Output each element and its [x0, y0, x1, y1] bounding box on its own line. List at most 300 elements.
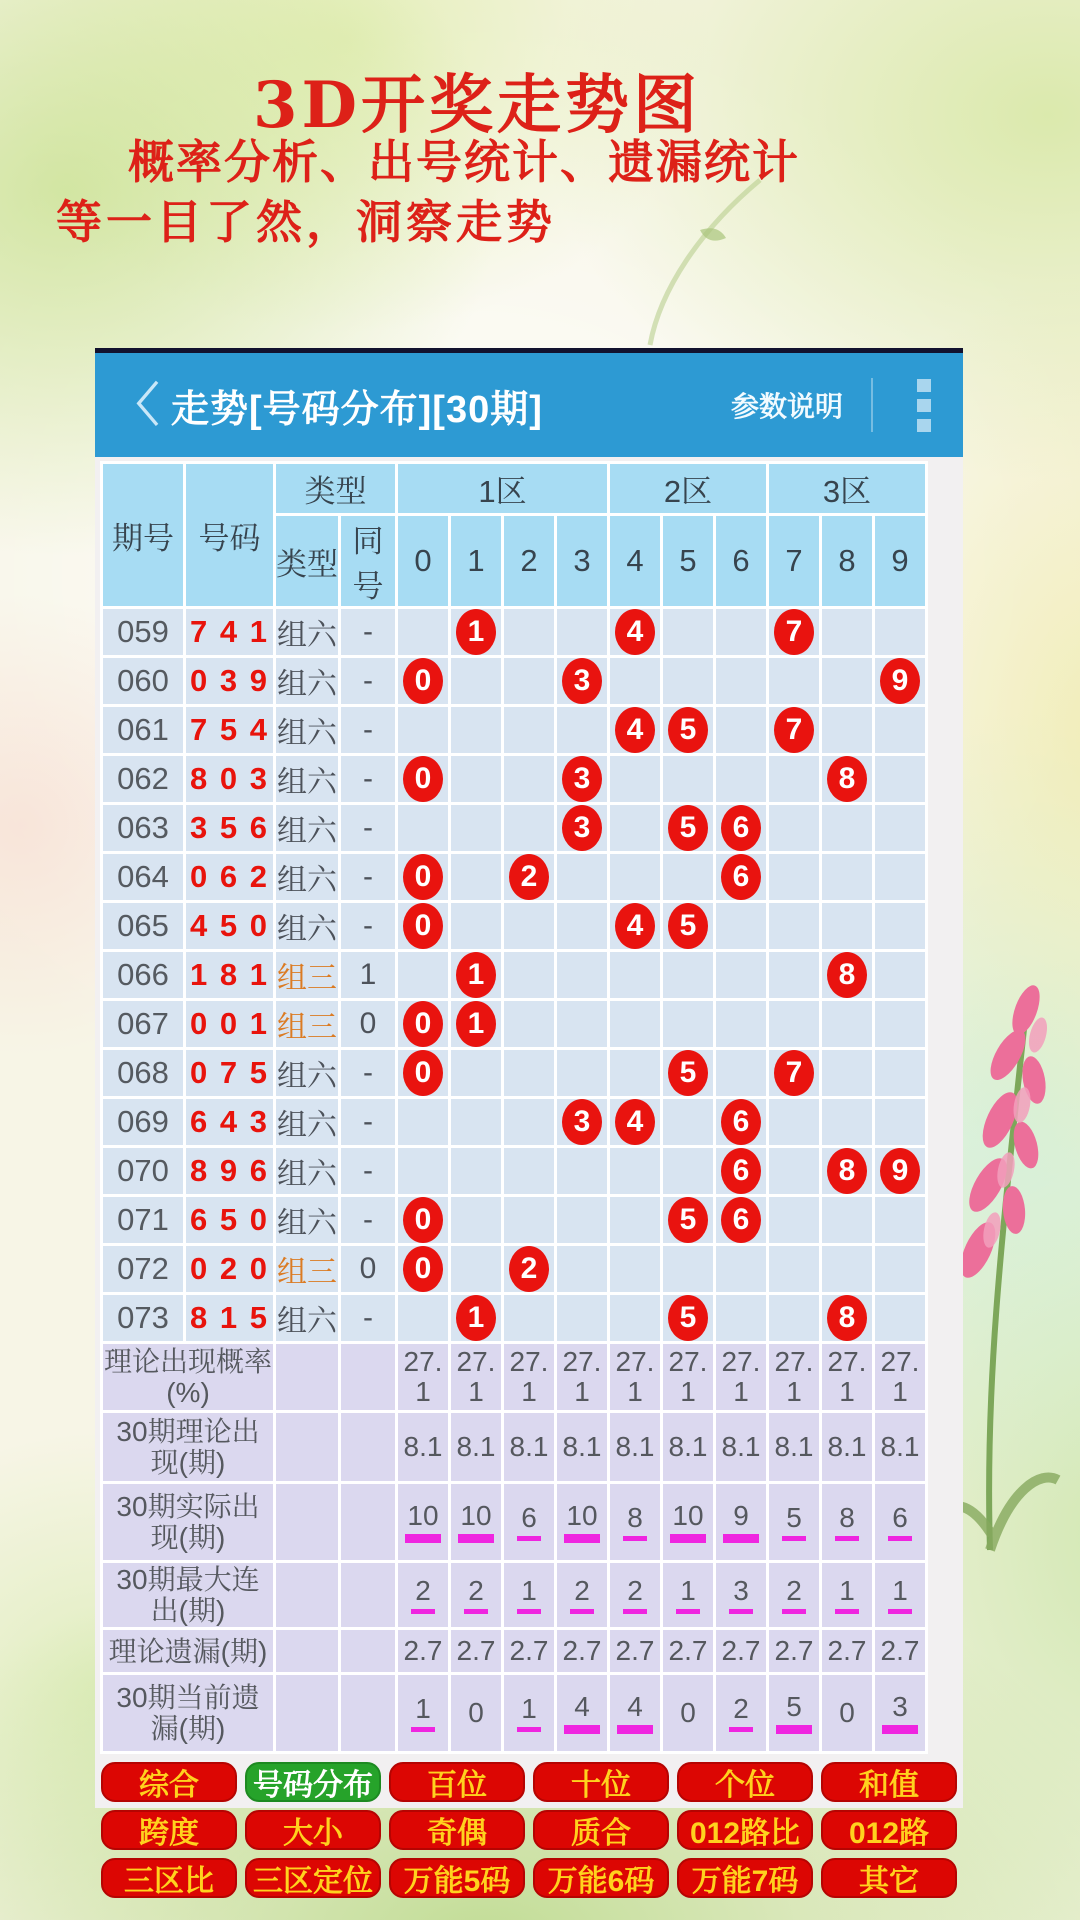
digit-cell-8 — [822, 707, 872, 753]
digit-cell-0 — [398, 805, 448, 851]
digit-cell-8 — [822, 1148, 872, 1194]
hit-circle: 0 — [403, 903, 443, 949]
underline-bar — [729, 1727, 753, 1732]
category-button-5[interactable]: 和值 — [821, 1762, 957, 1802]
hit-circle: 6 — [721, 805, 761, 851]
issue-cell: 068 — [103, 1050, 183, 1096]
page-subtitle-1: 概率分析、出号统计、遗漏统计 — [128, 135, 800, 189]
col-header-issue: 期号 — [103, 464, 183, 606]
stats-value: 6 — [892, 1502, 908, 1533]
category-button-11[interactable]: 012路 — [821, 1810, 957, 1850]
underline-bar — [888, 1536, 912, 1541]
digit-cell-9 — [875, 756, 925, 802]
underline-bar — [782, 1536, 806, 1541]
type-cell: 组六 — [276, 854, 338, 900]
same-digit-cell: 1 — [341, 952, 395, 998]
digit-cell-2 — [504, 756, 554, 802]
stats-value: 2.7 — [615, 1635, 655, 1666]
number-cell: 0 6 2 — [186, 854, 273, 900]
digit-cell-3 — [557, 707, 607, 753]
hit-circle: 0 — [403, 1001, 443, 1047]
same-digit-cell: - — [341, 756, 395, 802]
trend-table-body — [103, 609, 925, 1751]
underline-bar — [517, 1727, 541, 1732]
hit-circle: 0 — [403, 1050, 443, 1096]
digit-cell-1 — [451, 1099, 501, 1145]
underline-bar — [458, 1534, 494, 1543]
number-cell: 1 8 1 — [186, 952, 273, 998]
stats-value: 2.7 — [827, 1635, 867, 1666]
stats-value-cell — [451, 1413, 501, 1481]
stats-value: 8.1 — [615, 1431, 655, 1462]
digit-cell-9 — [875, 658, 925, 704]
digit-cell-0 — [398, 1197, 448, 1243]
stats-empty-cell — [341, 1344, 395, 1410]
same-digit-cell: 0 — [341, 1001, 395, 1047]
digit-cell-5 — [663, 952, 713, 998]
stats-label: 30期最大连出(期) — [103, 1563, 273, 1627]
stats-value-cell — [398, 1675, 448, 1751]
page-subtitle-2: 等一目了然，洞察走势 — [56, 195, 556, 249]
hit-circle: 5 — [668, 805, 708, 851]
digit-cell-3 — [557, 805, 607, 851]
same-digit-cell: - — [341, 1099, 395, 1145]
type-cell: 组三 — [276, 1001, 338, 1047]
hit-circle: 5 — [668, 1050, 708, 1096]
category-button-0[interactable]: 综合 — [101, 1762, 237, 1802]
category-button-grid — [95, 1754, 963, 1906]
digit-cell-9 — [875, 1197, 925, 1243]
stats-label: 理论遗漏(期) — [103, 1630, 273, 1672]
digit-cell-9 — [875, 903, 925, 949]
hit-circle: 0 — [403, 756, 443, 802]
stats-value-cell — [822, 1630, 872, 1672]
hit-circle: 0 — [403, 854, 443, 900]
category-button-14[interactable]: 万能5码 — [389, 1858, 525, 1898]
stats-value: 10 — [407, 1500, 439, 1531]
stats-empty-cell — [341, 1484, 395, 1560]
stats-value-cell — [398, 1630, 448, 1672]
hit-circle: 4 — [615, 707, 655, 753]
stats-value-cell — [451, 1344, 501, 1410]
stats-row-2 — [103, 1484, 925, 1560]
digit-cell-9 — [875, 854, 925, 900]
digit-cell-1 — [451, 805, 501, 851]
hit-circle: 8 — [827, 1148, 867, 1194]
hit-circle: 5 — [668, 1197, 708, 1243]
digit-cell-3 — [557, 854, 607, 900]
category-button-2[interactable]: 百位 — [389, 1762, 525, 1802]
digit-cell-9 — [875, 805, 925, 851]
stats-value: 27.1 — [562, 1346, 602, 1407]
underline-bar — [564, 1534, 600, 1543]
hit-circle: 7 — [774, 609, 814, 655]
category-button-17[interactable]: 其它 — [821, 1858, 957, 1898]
stats-value-cell — [716, 1630, 766, 1672]
digit-cell-4 — [610, 952, 660, 998]
stats-value-cell — [663, 1675, 713, 1751]
digit-cell-6 — [716, 952, 766, 998]
digit-cell-4 — [610, 1148, 660, 1194]
underline-bar — [617, 1725, 653, 1734]
col-header-same: 同号 — [341, 516, 395, 606]
stats-row-4 — [103, 1630, 925, 1672]
table-row-061 — [103, 707, 925, 753]
stats-value-cell — [875, 1413, 925, 1481]
stats-value-cell — [557, 1484, 607, 1560]
stats-row-0 — [103, 1344, 925, 1410]
underline-bar — [782, 1609, 806, 1614]
underline-bar — [670, 1534, 706, 1543]
underline-bar — [517, 1609, 541, 1614]
digit-cell-0 — [398, 1099, 448, 1145]
stats-value: 2 — [574, 1575, 590, 1606]
category-button-1[interactable]: 号码分布 — [245, 1762, 381, 1802]
digit-cell-0 — [398, 707, 448, 753]
issue-cell: 063 — [103, 805, 183, 851]
digit-cell-4 — [610, 1099, 660, 1145]
digit-cell-3 — [557, 609, 607, 655]
stats-value: 8.1 — [774, 1431, 814, 1462]
stats-value: 8.1 — [456, 1431, 496, 1462]
stats-value: 9 — [733, 1500, 749, 1531]
stats-value: 27.1 — [403, 1346, 443, 1407]
type-cell: 组六 — [276, 1197, 338, 1243]
type-cell: 组六 — [276, 1099, 338, 1145]
category-button-6[interactable]: 跨度 — [101, 1810, 237, 1850]
number-cell: 0 2 0 — [186, 1246, 273, 1292]
table-row-069 — [103, 1099, 925, 1145]
stats-value: 10 — [672, 1500, 704, 1531]
stats-value-cell — [610, 1563, 660, 1627]
digit-cell-1 — [451, 1197, 501, 1243]
digit-cell-4 — [610, 1295, 660, 1341]
category-button-4[interactable]: 个位 — [677, 1762, 813, 1802]
number-cell: 7 4 1 — [186, 609, 273, 655]
category-button-12[interactable]: 三区比 — [101, 1858, 237, 1898]
digit-cell-9 — [875, 707, 925, 753]
category-button-3[interactable]: 十位 — [533, 1762, 669, 1802]
stats-value: 1 — [839, 1575, 855, 1606]
underline-bar — [623, 1536, 647, 1541]
stats-value: 2.7 — [774, 1635, 814, 1666]
stats-value-cell — [663, 1413, 713, 1481]
stats-value: 8.1 — [880, 1431, 920, 1462]
digit-cell-4 — [610, 609, 660, 655]
hit-circle: 5 — [668, 903, 708, 949]
digit-cell-2 — [504, 1099, 554, 1145]
stats-value-cell — [769, 1344, 819, 1410]
hit-circle: 4 — [615, 1099, 655, 1145]
hit-circle: 3 — [562, 805, 602, 851]
digit-cell-6 — [716, 707, 766, 753]
digit-cell-0 — [398, 609, 448, 655]
stats-empty-cell — [341, 1675, 395, 1751]
stats-value-cell — [557, 1413, 607, 1481]
table-row-067 — [103, 1001, 925, 1047]
hit-circle: 5 — [668, 707, 708, 753]
digit-cell-5 — [663, 1197, 713, 1243]
digit-cell-2 — [504, 952, 554, 998]
overflow-menu-icon[interactable] — [917, 379, 931, 432]
number-cell: 0 3 9 — [186, 658, 273, 704]
digit-cell-8 — [822, 805, 872, 851]
stats-value: 27.1 — [615, 1346, 655, 1407]
stats-value: 8.1 — [827, 1431, 867, 1462]
category-button-10[interactable]: 012路比 — [677, 1810, 813, 1850]
digit-cell-9 — [875, 1001, 925, 1047]
stats-value-cell — [716, 1413, 766, 1481]
digit-cell-4 — [610, 1050, 660, 1096]
digit-cell-6 — [716, 1197, 766, 1243]
stats-value: 27.1 — [774, 1346, 814, 1407]
issue-cell: 073 — [103, 1295, 183, 1341]
category-button-9[interactable]: 质合 — [533, 1810, 669, 1850]
stats-value: 0 — [680, 1697, 696, 1728]
stats-value: 2 — [468, 1575, 484, 1606]
digit-cell-8 — [822, 854, 872, 900]
type-cell: 组六 — [276, 609, 338, 655]
digit-cell-7 — [769, 1148, 819, 1194]
app-toolbar — [95, 353, 963, 457]
hit-circle: 7 — [774, 1050, 814, 1096]
same-digit-cell: 0 — [341, 1246, 395, 1292]
digit-cell-5 — [663, 707, 713, 753]
stats-value-cell — [716, 1563, 766, 1627]
type-cell: 组六 — [276, 1148, 338, 1194]
underline-bar — [411, 1727, 435, 1732]
category-button-15[interactable]: 万能6码 — [533, 1858, 669, 1898]
stats-value-cell — [557, 1344, 607, 1410]
digit-cell-1 — [451, 1001, 501, 1047]
digit-cell-7 — [769, 1001, 819, 1047]
col-header-digit-4: 4 — [610, 516, 660, 606]
stats-value: 27.1 — [827, 1346, 867, 1407]
table-row-060 — [103, 658, 925, 704]
stats-label: 30期理论出现(期) — [103, 1413, 273, 1481]
stats-value-cell — [875, 1630, 925, 1672]
hit-circle: 3 — [562, 756, 602, 802]
digit-cell-1 — [451, 609, 501, 655]
stats-value: 2 — [786, 1575, 802, 1606]
table-row-070 — [103, 1148, 925, 1194]
stats-value: 4 — [574, 1691, 590, 1722]
underline-bar — [623, 1609, 647, 1614]
col-header-digit-7: 7 — [769, 516, 819, 606]
digit-cell-6 — [716, 1099, 766, 1145]
digit-cell-0 — [398, 1148, 448, 1194]
table-row-064 — [103, 854, 925, 900]
issue-cell: 060 — [103, 658, 183, 704]
digit-cell-6 — [716, 1050, 766, 1096]
digit-cell-1 — [451, 1295, 501, 1341]
digit-cell-8 — [822, 756, 872, 802]
digit-cell-5 — [663, 1001, 713, 1047]
type-cell: 组三 — [276, 1246, 338, 1292]
digit-cell-3 — [557, 1197, 607, 1243]
stats-value-cell — [610, 1675, 660, 1751]
digit-cell-1 — [451, 854, 501, 900]
stats-value-cell — [663, 1630, 713, 1672]
digit-cell-3 — [557, 756, 607, 802]
issue-cell: 061 — [103, 707, 183, 753]
hit-circle: 0 — [403, 1197, 443, 1243]
stats-value-cell — [398, 1344, 448, 1410]
stats-value-cell — [822, 1344, 872, 1410]
digit-cell-9 — [875, 1148, 925, 1194]
table-row-072 — [103, 1246, 925, 1292]
number-cell: 0 0 1 — [186, 1001, 273, 1047]
category-button-16[interactable]: 万能7码 — [677, 1858, 813, 1898]
digit-cell-3 — [557, 903, 607, 949]
col-header-digit-3: 3 — [557, 516, 607, 606]
digit-cell-8 — [822, 952, 872, 998]
digit-cell-3 — [557, 1050, 607, 1096]
stats-value: 2 — [627, 1575, 643, 1606]
digit-cell-1 — [451, 707, 501, 753]
stats-value: 10 — [566, 1500, 598, 1531]
stats-value-cell — [822, 1675, 872, 1751]
stats-value-cell — [557, 1563, 607, 1627]
stats-value: 0 — [468, 1697, 484, 1728]
stats-value-cell — [398, 1563, 448, 1627]
number-cell: 6 5 0 — [186, 1197, 273, 1243]
digit-cell-4 — [610, 707, 660, 753]
issue-cell: 069 — [103, 1099, 183, 1145]
underline-bar — [517, 1536, 541, 1541]
params-help-button[interactable]: 参数说明 — [730, 391, 843, 422]
hit-circle: 6 — [721, 1099, 761, 1145]
stats-value-cell — [451, 1675, 501, 1751]
stats-value-cell — [504, 1675, 554, 1751]
digit-cell-9 — [875, 1246, 925, 1292]
stats-value-cell — [504, 1630, 554, 1672]
stats-value: 8.1 — [403, 1431, 443, 1462]
digit-cell-6 — [716, 658, 766, 704]
digit-cell-1 — [451, 1148, 501, 1194]
hit-circle: 2 — [509, 1246, 549, 1292]
stats-value: 2.7 — [509, 1635, 549, 1666]
number-cell: 8 0 3 — [186, 756, 273, 802]
app-panel — [95, 348, 963, 1898]
hit-circle: 3 — [562, 1099, 602, 1145]
stats-value-cell — [716, 1344, 766, 1410]
digit-cell-6 — [716, 1001, 766, 1047]
digit-cell-7 — [769, 903, 819, 949]
stats-value: 8 — [839, 1502, 855, 1533]
stats-value: 0 — [839, 1697, 855, 1728]
digit-cell-9 — [875, 1050, 925, 1096]
hit-circle: 5 — [668, 1295, 708, 1341]
table-header-row-1 — [103, 464, 925, 513]
underline-bar — [564, 1725, 600, 1734]
same-digit-cell: - — [341, 1148, 395, 1194]
underline-bar — [411, 1609, 435, 1614]
hit-circle: 1 — [456, 1001, 496, 1047]
digit-cell-4 — [610, 805, 660, 851]
stats-value: 2.7 — [668, 1635, 708, 1666]
digit-cell-8 — [822, 1246, 872, 1292]
hit-circle: 0 — [403, 1246, 443, 1292]
col-header-digit-6: 6 — [716, 516, 766, 606]
underline-bar — [464, 1609, 488, 1614]
stats-value: 8.1 — [668, 1431, 708, 1462]
col-header-zone2: 2区 — [610, 464, 766, 513]
stats-empty-cell — [276, 1675, 338, 1751]
digit-cell-0 — [398, 756, 448, 802]
digit-cell-7 — [769, 1295, 819, 1341]
digit-cell-2 — [504, 609, 554, 655]
category-button-7[interactable]: 大小 — [245, 1810, 381, 1850]
digit-cell-3 — [557, 1148, 607, 1194]
digit-cell-8 — [822, 609, 872, 655]
col-header-zone3: 3区 — [769, 464, 925, 513]
digit-cell-2 — [504, 1148, 554, 1194]
toolbar-title: 走势[号码分布][30期] — [171, 388, 543, 431]
col-header-digit-2: 2 — [504, 516, 554, 606]
type-cell: 组六 — [276, 805, 338, 851]
type-cell: 组六 — [276, 707, 338, 753]
stats-value: 2.7 — [562, 1635, 602, 1666]
hit-circle: 1 — [456, 609, 496, 655]
underline-bar — [835, 1536, 859, 1541]
stats-value: 1 — [521, 1575, 537, 1606]
col-header-digit-1: 1 — [451, 516, 501, 606]
digit-cell-0 — [398, 1050, 448, 1096]
digit-cell-7 — [769, 1246, 819, 1292]
stats-value: 8 — [627, 1502, 643, 1533]
stats-value: 27.1 — [509, 1346, 549, 1407]
col-header-digit-0: 0 — [398, 516, 448, 606]
same-digit-cell: - — [341, 805, 395, 851]
issue-cell: 072 — [103, 1246, 183, 1292]
back-button[interactable]: 〈 — [113, 379, 159, 431]
stats-value: 2.7 — [403, 1635, 443, 1666]
hit-circle: 6 — [721, 1197, 761, 1243]
hit-circle: 0 — [403, 658, 443, 704]
toolbar-divider — [871, 378, 873, 432]
stats-value: 2.7 — [880, 1635, 920, 1666]
stem-art — [580, 170, 780, 350]
digit-cell-2 — [504, 1197, 554, 1243]
digit-cell-7 — [769, 854, 819, 900]
category-button-13[interactable]: 三区定位 — [245, 1858, 381, 1898]
underline-bar — [676, 1609, 700, 1614]
digit-cell-4 — [610, 1001, 660, 1047]
stats-value: 1 — [680, 1575, 696, 1606]
stats-value-cell — [398, 1413, 448, 1481]
number-cell: 7 5 4 — [186, 707, 273, 753]
digit-cell-8 — [822, 1197, 872, 1243]
hit-circle: 9 — [880, 658, 920, 704]
underline-bar — [776, 1725, 812, 1734]
digit-cell-7 — [769, 1050, 819, 1096]
stats-empty-cell — [276, 1630, 338, 1672]
stats-value-cell — [822, 1484, 872, 1560]
digit-cell-2 — [504, 1295, 554, 1341]
digit-cell-9 — [875, 1295, 925, 1341]
digit-cell-3 — [557, 952, 607, 998]
stats-value-cell — [716, 1675, 766, 1751]
category-button-8[interactable]: 奇偶 — [389, 1810, 525, 1850]
stats-value-cell — [504, 1484, 554, 1560]
stats-value: 2.7 — [721, 1635, 761, 1666]
digit-cell-1 — [451, 756, 501, 802]
stats-value: 2 — [733, 1693, 749, 1724]
stats-value-cell — [610, 1344, 660, 1410]
issue-cell: 066 — [103, 952, 183, 998]
stats-value: 6 — [521, 1502, 537, 1533]
